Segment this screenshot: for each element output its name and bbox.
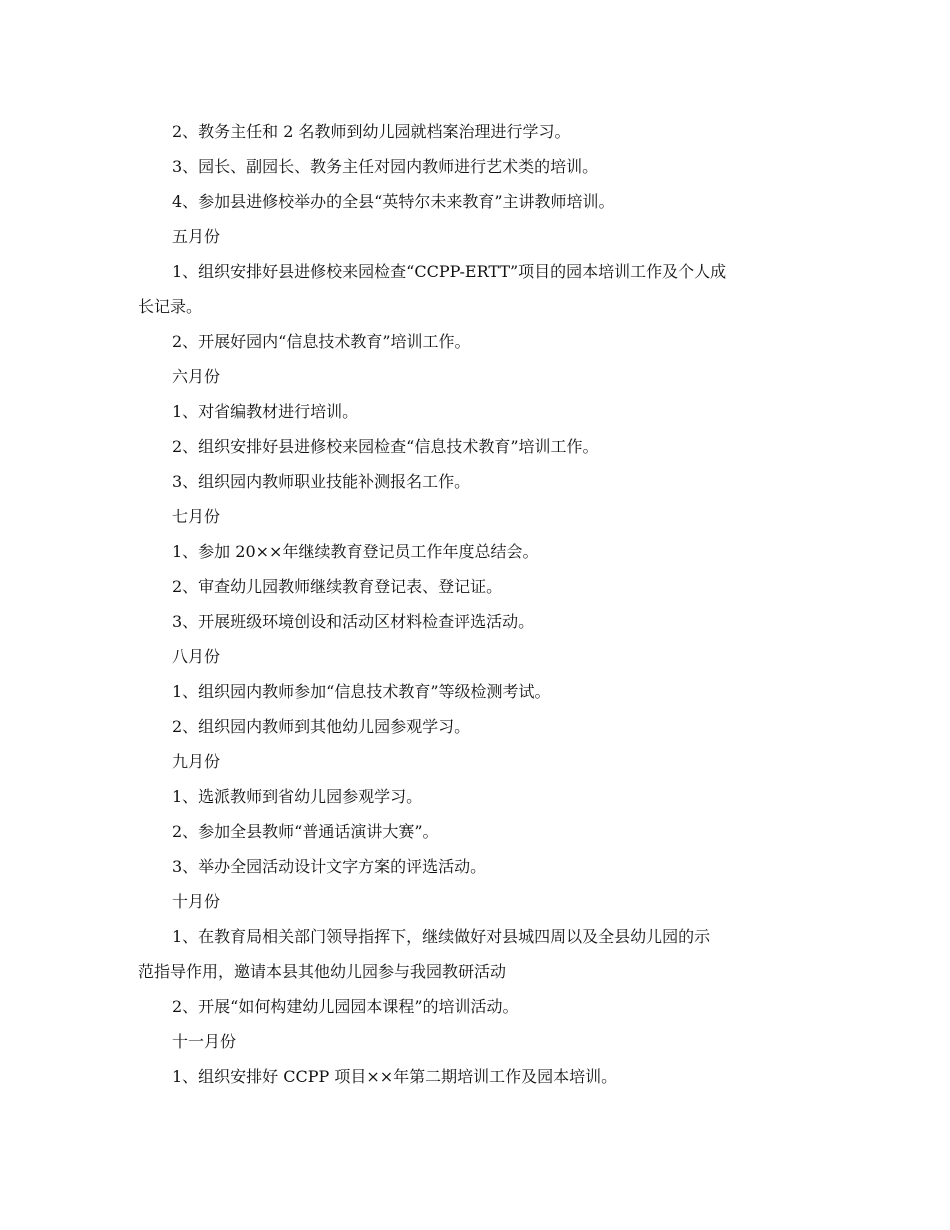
month-heading: 九月份 (172, 752, 221, 771)
month-heading: 六月份 (172, 367, 221, 386)
paragraph-line: 1、参加 20××年继续教育登记员工作年度总结会。 (172, 542, 539, 561)
month-heading: 十一月份 (172, 1032, 237, 1051)
paragraph-line: 1、组织安排好县进修校来园检查“CCPP-ERTT”项目的园本培训工作及个人成 (172, 262, 727, 281)
paragraph-line: 1、对省编教材进行培训。 (172, 402, 359, 421)
paragraph-line: 2、组织安排好县进修校来园检查“信息技术教育”培训工作。 (172, 437, 599, 456)
paragraph-line: 2、参加全县教师“普通话演讲大赛”。 (172, 822, 439, 841)
paragraph-line: 2、审查幼儿园教师继续教育登记表、登记证。 (172, 577, 503, 596)
paragraph-line: 4、参加县进修校举办的全县“英特尔未来教育”主讲教师培训。 (172, 192, 615, 211)
paragraph-line: 1、组织园内教师参加“信息技术教育”等级检测考试。 (172, 682, 551, 701)
paragraph-line: 2、教务主任和 2 名教师到幼儿园就档案治理进行学习。 (172, 122, 571, 141)
paragraph-line: 1、组织安排好 CCPP 项目××年第二期培训工作及园本培训。 (172, 1067, 618, 1086)
paragraph-continuation: 长记录。 (138, 297, 203, 316)
month-heading: 五月份 (172, 227, 221, 246)
month-heading: 七月份 (172, 507, 221, 526)
paragraph-line: 3、举办全园活动设计文字方案的评选活动。 (172, 857, 487, 876)
paragraph-line: 1、在教育局相关部门领导指挥下，继续做好对县城四周以及全县幼儿园的示 (172, 927, 711, 946)
paragraph-line: 2、组织园内教师到其他幼儿园参观学习。 (172, 717, 471, 736)
month-heading: 八月份 (172, 647, 221, 666)
paragraph-line: 3、组织园内教师职业技能补测报名工作。 (172, 472, 471, 491)
document-body (138, 114, 818, 1094)
paragraph-line: 3、园长、副园长、教务主任对园内教师进行艺术类的培训。 (172, 157, 599, 176)
paragraph-line: 2、开展好园内“信息技术教育”培训工作。 (172, 332, 471, 351)
paragraph-continuation: 范指导作用，邀请本县其他幼儿园参与我园教研活动 (138, 962, 507, 981)
paragraph-line: 1、选派教师到省幼儿园参观学习。 (172, 787, 423, 806)
paragraph-line: 2、开展“如何构建幼儿园园本课程”的培训活动。 (172, 997, 519, 1016)
paragraph-line: 3、开展班级环境创设和活动区材料检查评选活动。 (172, 612, 535, 631)
month-heading: 十月份 (172, 892, 221, 911)
